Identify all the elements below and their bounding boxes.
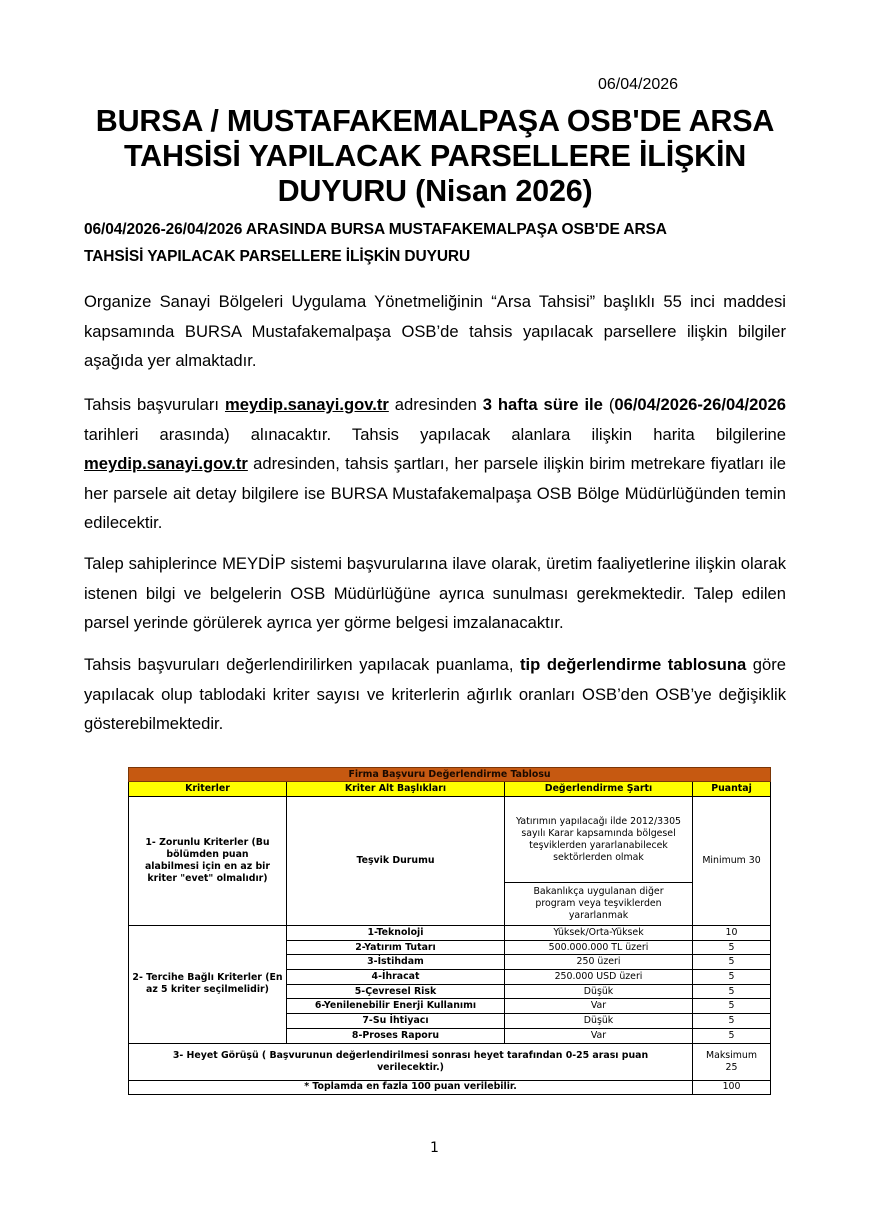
optional-criteria-cell: 2- Tercihe Bağlı Kriterler (En az 5 kriter seçilmelidir) [129, 926, 287, 1044]
text: Tahsis başvuruları değerlendirilirken yapılacak puanlama, [84, 655, 521, 674]
condition-cell: Yatırımın yapılacağı ilde 2012/3305 sayılı Karar kapsamında bölgesel teşviklerden yararlanabilecek sektörlerden olmak [505, 797, 693, 883]
meydip-link[interactable]: meydip.sanayi.gov.tr [224, 395, 389, 414]
subtitle [84, 216, 784, 270]
subtitle-line-2: TAHSİSİ YAPILACAK PARSELLERE İLİŞKİN DUYURU [84, 248, 471, 265]
points-cell: Maksimum 25 [693, 1043, 771, 1080]
evaluation-table-bold: tip değerlendirme tablosuna [520, 655, 747, 674]
condition-cell: Bakanlıkça uygulanan diğer program veya teşviklerden yararlanmak [505, 883, 693, 926]
page-title: BURSA / MUSTAFAKEMALPAŞA OSB'DE ARSA TAHSİSİ YAPILACAK PARSELLERE İLİŞKİN DUYURU (Nisan 2026) [95, 104, 775, 208]
points-cell: 5 [693, 984, 771, 999]
paragraph-documents: Talep sahiplerince MEYDİP sistemi başvurularına ilave olarak, üretim faaliyetlerine ilişkin olarak istenen bilgi ve belgelerin OSB Müdürlüğüne ayrıca sunulması gerekmektedir. Talep edilen parsel yerinde görülerek ayrıca yer görme belgesi imzalanacaktır. [84, 554, 786, 632]
table-title: Firma Başvuru Değerlendirme Tablosu [129, 768, 771, 782]
column-header: Kriter Alt Başlıkları [287, 782, 505, 797]
points-cell: 10 [693, 926, 771, 941]
condition-cell: Düşük [505, 984, 693, 999]
condition-cell: Yüksek/Orta-Yüksek [505, 926, 693, 941]
text: ( [602, 395, 615, 414]
text: göre yapılacak olup tablodaki kriter sayısı ve kriterlerin ağırlık oranları OSB’den OSB’ye değişiklik gösterebilmektedir. [84, 655, 786, 733]
points-cell: 5 [693, 970, 771, 985]
duration-bold: 3 hafta süre ile [482, 395, 603, 414]
table-row [129, 1080, 771, 1094]
points-cell: 100 [693, 1080, 771, 1094]
points-cell: 5 [693, 955, 771, 970]
condition-cell: Var [505, 999, 693, 1014]
points-cell: 5 [693, 999, 771, 1014]
paragraph-scoring [84, 650, 786, 739]
table-header-row [129, 782, 771, 797]
condition-cell: 500.000.000 TL üzeri [505, 940, 693, 955]
condition-cell: 250.000 USD üzeri [505, 970, 693, 985]
evaluation-table [128, 767, 771, 1095]
date-range-bold: 06/04/2026-26/04/2026 [614, 395, 786, 414]
column-header: Puantaj [693, 782, 771, 797]
total-cell: * Toplamda en fazla 100 puan verilebilir. [129, 1080, 693, 1094]
committee-cell: 3- Heyet Görüşü ( Başvurunun değerlendirilmesi sonrası heyet tarafından 0-25 arası puan verilecektir.) [129, 1043, 693, 1080]
meydip-link-2[interactable]: meydip.sanayi.gov.tr [84, 454, 248, 473]
text: adresinden [388, 395, 483, 414]
sub-criterion-cell: 6-Yenilenebilir Enerji Kullanımı [287, 999, 505, 1014]
column-header: Değerlendirme Şartı [505, 782, 693, 797]
sub-criterion-cell: 3-İstihdam [287, 955, 505, 970]
text: Tahsis başvuruları [84, 395, 225, 414]
text: tarihleri arasında) alınacaktır. Tahsis yapılacak alanlara ilişkin harita bilgilerine [84, 424, 786, 444]
table-row [129, 797, 771, 883]
subtitle-line-1: 06/04/2026-26/04/2026 ARASINDA BURSA MUSTAFAKEMALPAŞA OSB'DE ARSA [84, 221, 667, 238]
points-cell: 5 [693, 1028, 771, 1043]
table-row [129, 926, 771, 941]
mandatory-subheading-cell: Teşvik Durumu [287, 797, 505, 926]
condition-cell: Düşük [505, 1014, 693, 1029]
paragraph-intro: Organize Sanayi Bölgeleri Uygulama Yönetmeliğinin “Arsa Tahsisi” başlıklı 55 inci maddesi kapsamında BURSA Mustafakemalpaşa OSB’de tahsis yapılacak parsellere ilişkin bilgiler aşağıda yer almaktadır. [84, 292, 786, 370]
points-cell: 5 [693, 940, 771, 955]
sub-criterion-cell: 5-Çevresel Risk [287, 984, 505, 999]
paragraph-application [84, 390, 786, 538]
sub-criterion-cell: 2-Yatırım Tutarı [287, 940, 505, 955]
points-cell: 5 [693, 1014, 771, 1029]
sub-criterion-cell: 8-Proses Raporu [287, 1028, 505, 1043]
column-header: Kriterler [129, 782, 287, 797]
condition-cell: 250 üzeri [505, 955, 693, 970]
table-title-row [129, 768, 771, 782]
sub-criterion-cell: 4-İhracat [287, 970, 505, 985]
condition-cell: Var [505, 1028, 693, 1043]
mandatory-criteria-cell: 1- Zorunlu Kriterler (Bu bölümden puan alabilmesi için en az bir kriter "evet" olmalıdır) [129, 797, 287, 926]
text: adresinden, tahsis şartları, her parsele ilişkin birim metrekare fiyatları ile her parsele ait detay bilgilere ise BURSA Mustafakemalpaşa OSB Bölge Müdürlüğünden temin edilecektir. [84, 454, 786, 532]
points-cell: Minimum 30 [693, 797, 771, 926]
sub-criterion-cell: 7-Su İhtiyacı [287, 1014, 505, 1029]
document-date: 06/04/2026 [598, 76, 679, 93]
table-row [129, 1043, 771, 1080]
sub-criterion-cell: 1-Teknoloji [287, 926, 505, 941]
page-number: 1 [430, 1140, 439, 1156]
